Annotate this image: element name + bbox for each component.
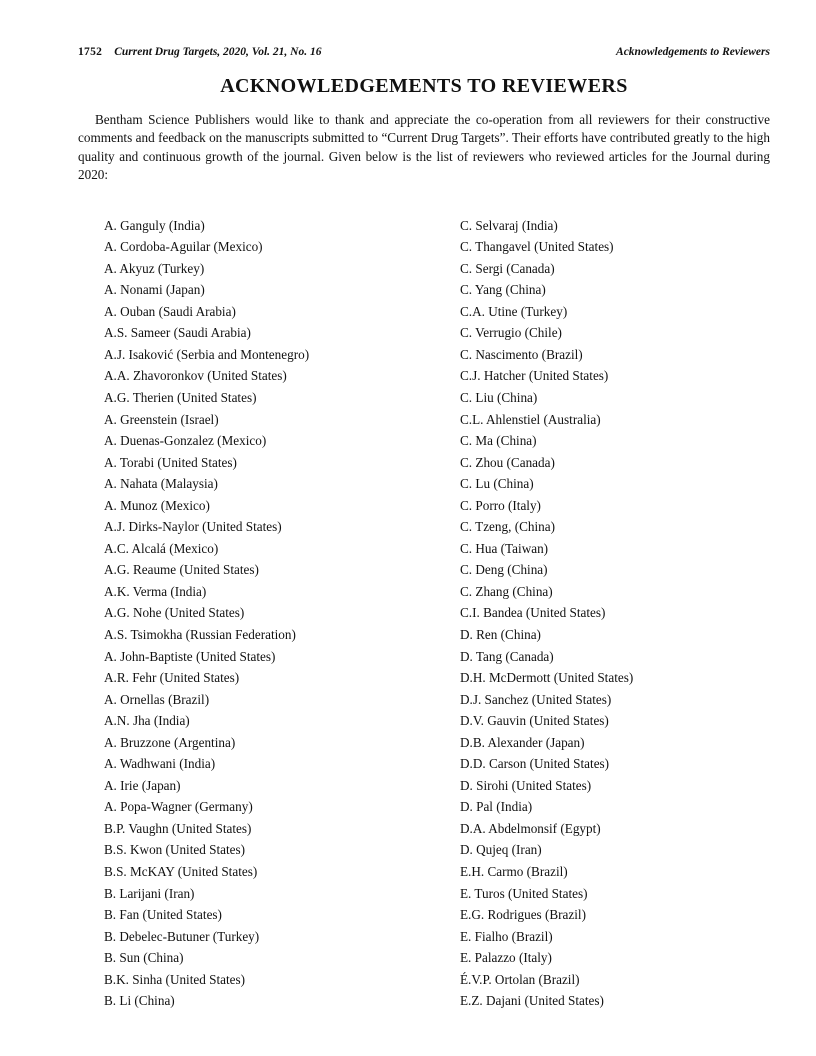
reviewer-list-item: A. Cordoba-Aguilar (Mexico) bbox=[104, 239, 263, 255]
reviewer-list-item: C. Deng (China) bbox=[460, 562, 548, 578]
reviewer-list-item: C.A. Utine (Turkey) bbox=[460, 303, 568, 319]
reviewer-list-item: A.A. Zhavoronkov (United States) bbox=[104, 368, 287, 384]
reviewer-list-item: D. Pal (India) bbox=[460, 799, 533, 815]
reviewer-list-item: D.V. Gauvin (United States) bbox=[460, 713, 609, 729]
reviewer-list-item: A. John-Baptiste (United States) bbox=[104, 648, 276, 664]
reviewer-list-item: D.H. McDermott (United States) bbox=[460, 670, 634, 686]
reviewer-list-item: A.G. Therien (United States) bbox=[104, 390, 257, 405]
page-number: 1752 bbox=[78, 46, 103, 58]
reviewer-list-item: C. Sergi (Canada) bbox=[460, 260, 555, 276]
reviewer-list-item: C. Verrugio (Chile) bbox=[460, 325, 562, 341]
reviewer-list-item: B.P. Vaughn (United States) bbox=[104, 820, 252, 836]
reviewer-list-item: C. Ma (China) bbox=[460, 433, 537, 449]
reviewer-list-item: C.J. Hatcher (United States) bbox=[460, 368, 609, 384]
reviewer-list-item: A. Irie (Japan) bbox=[104, 777, 181, 793]
running-title: Acknowledgements to Reviewers bbox=[616, 46, 770, 58]
reviewer-list-item: B.S. Kwon (United States) bbox=[104, 842, 246, 858]
reviewer-list-item: C. Yang (China) bbox=[460, 282, 546, 298]
reviewer-list-item: B.K. Sinha (United States) bbox=[104, 971, 246, 987]
reviewer-list-item: A. Munoz (Mexico) bbox=[104, 497, 210, 513]
running-header bbox=[78, 46, 770, 59]
reviewer-list-item: C. Selvaraj (India) bbox=[460, 217, 558, 233]
reviewer-list-item: C. Liu (China) bbox=[460, 390, 538, 405]
reviewer-list-item: A.S. Tsimokha (Russian Federation) bbox=[104, 627, 296, 643]
reviewer-list-item: A. Ganguly (India) bbox=[104, 217, 205, 233]
header-left bbox=[78, 46, 321, 59]
reviewer-list-item: A. Nonami (Japan) bbox=[104, 282, 205, 298]
reviewer-list-item: A.S. Sameer (Saudi Arabia) bbox=[104, 325, 251, 341]
reviewer-list-item: A. Bruzzone (Argentina) bbox=[104, 734, 236, 750]
reviewer-list-item: A.J. Dirks-Naylor (United States) bbox=[104, 519, 282, 535]
reviewer-list-item: D.A. Abdelmonsif (Egypt) bbox=[460, 820, 601, 836]
reviewer-list-item: B. Larijani (Iran) bbox=[104, 885, 195, 901]
reviewer-list-item: A. Nahata (Malaysia) bbox=[104, 476, 218, 492]
reviewer-columns bbox=[78, 215, 770, 1012]
reviewer-list-item: A. Duenas-Gonzalez (Mexico) bbox=[104, 433, 267, 449]
reviewer-column-right bbox=[460, 215, 770, 1012]
reviewer-list-item: A.N. Jha (India) bbox=[104, 713, 190, 729]
reviewer-list-item: C.I. Bandea (United States) bbox=[460, 605, 606, 621]
reviewer-list-item: É.V.P. Ortolan (Brazil) bbox=[460, 971, 580, 987]
reviewer-list-item: A.K. Verma (India) bbox=[104, 583, 207, 599]
reviewer-list-item: B. Li (China) bbox=[104, 993, 175, 1009]
reviewer-list-item: E.G. Rodrigues (Brazil) bbox=[460, 907, 586, 923]
reviewer-list-item: E. Turos (United States) bbox=[460, 885, 588, 901]
reviewer-list-item: C.L. Ahlenstiel (Australia) bbox=[460, 411, 601, 427]
reviewer-list-item: C. Hua (Taiwan) bbox=[460, 540, 549, 556]
reviewer-list-item: D. Ren (China) bbox=[460, 627, 541, 643]
reviewer-list-item: A.C. Alcalá (Mexico) bbox=[104, 540, 219, 556]
reviewer-list-item: C. Zhang (China) bbox=[460, 583, 553, 599]
reviewer-list-item: A. Greenstein (Israel) bbox=[104, 411, 219, 427]
reviewer-list-item: D.D. Carson (United States) bbox=[460, 756, 610, 772]
reviewer-list-item: A.R. Fehr (United States) bbox=[104, 670, 240, 686]
reviewer-list-item: D. Qujeq (Iran) bbox=[460, 842, 542, 858]
reviewer-list-item: C. Tzeng, (China) bbox=[460, 519, 555, 535]
reviewer-list-item: A. Torabi (United States) bbox=[104, 454, 237, 470]
reviewer-list-item: E.H. Carmo (Brazil) bbox=[460, 864, 568, 880]
reviewer-list-item: A. Ornellas (Brazil) bbox=[104, 691, 210, 707]
reviewer-list-item: C. Thangavel (United States) bbox=[460, 239, 614, 255]
reviewer-list-item: C. Nascimento (Brazil) bbox=[460, 346, 583, 362]
reviewer-list-item: B. Fan (United States) bbox=[104, 907, 222, 923]
reviewer-list-item: A. Ouban (Saudi Arabia) bbox=[104, 303, 236, 319]
reviewer-list-item: D. Sirohi (United States) bbox=[460, 777, 592, 793]
reviewer-list-item: C. Porro (Italy) bbox=[460, 497, 541, 513]
reviewer-list-item: D.B. Alexander (Japan) bbox=[460, 734, 585, 750]
reviewer-list-item: A.G. Reaume (United States) bbox=[104, 562, 259, 578]
intro-paragraph: Bentham Science Publishers would like to thank and appreciate the co-operation from all reviewers for their constructive comments and feedback on the manuscripts submitted to “Current Drug Targets”. Their efforts have contributed greatly to the high quality and continuous growth of the journal. Given below is the list of reviewers who reviewed articles for the Journal during 2020: bbox=[78, 112, 770, 183]
reviewer-column-left bbox=[104, 215, 460, 1012]
reviewer-list-item: C. Zhou (Canada) bbox=[460, 454, 555, 470]
reviewer-list-item: A. Akyuz (Turkey) bbox=[104, 260, 205, 276]
reviewer-list-item: E.Z. Dajani (United States) bbox=[460, 993, 604, 1009]
reviewer-list-item: B. Sun (China) bbox=[104, 950, 184, 966]
reviewer-list-item: B. Debelec-Butuner (Turkey) bbox=[104, 928, 260, 944]
reviewer-list-item: B.S. McKAY (United States) bbox=[104, 864, 258, 880]
reviewer-list-item: C. Lu (China) bbox=[460, 476, 534, 492]
reviewer-list-item: D. Tang (Canada) bbox=[460, 648, 554, 664]
reviewer-list-item: D.J. Sanchez (United States) bbox=[460, 691, 612, 707]
reviewer-list-item: E. Palazzo (Italy) bbox=[460, 950, 552, 966]
page-title: ACKNOWLEDGEMENTS TO REVIEWERS bbox=[220, 75, 628, 97]
reviewer-list-item: A.G. Nohe (United States) bbox=[104, 605, 245, 621]
reviewer-list-item: A. Wadhwani (India) bbox=[104, 756, 216, 772]
reviewer-list-item: A.J. Isaković (Serbia and Montenegro) bbox=[104, 346, 310, 362]
reviewer-list-item: A. Popa-Wagner (Germany) bbox=[104, 799, 253, 815]
journal-reference: Current Drug Targets, 2020, Vol. 21, No. 16 bbox=[114, 46, 322, 58]
reviewer-list-item: E. Fialho (Brazil) bbox=[460, 928, 553, 944]
